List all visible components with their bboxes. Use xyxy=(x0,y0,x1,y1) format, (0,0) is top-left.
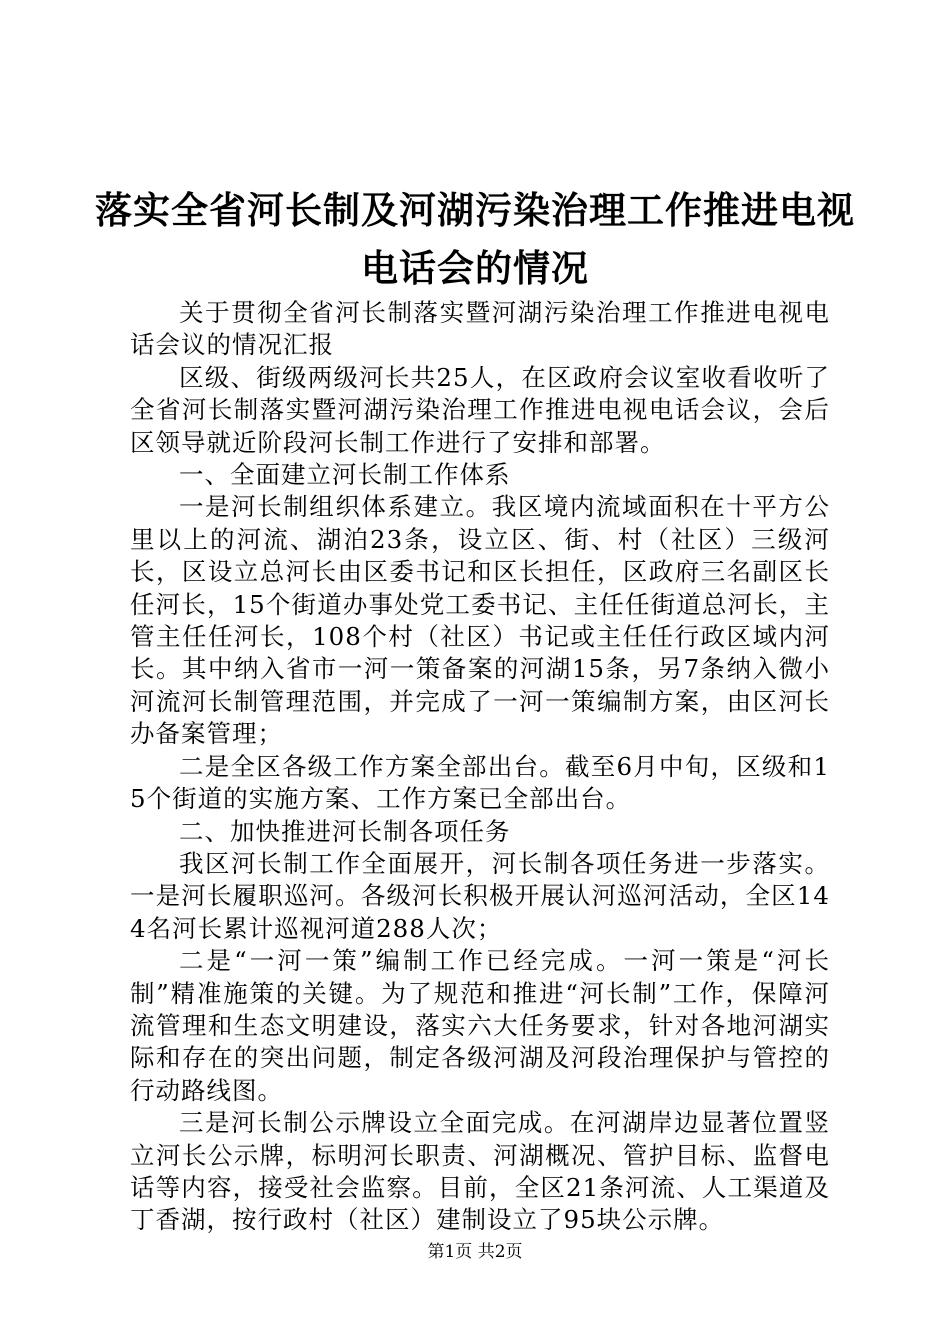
paragraph-meeting-summary: 区级、街级两级河长共25人，在区政府会议室收看收听了全省河长制落实暨河湖污染治理工作推进电视电话会议，会后区领导就近阶段河长制工作进行了安排和部署。 xyxy=(130,362,830,457)
document-title-line-1: 落实全省河长制及河湖污染治理工作推进电视 xyxy=(95,188,855,232)
document-title-line-2: 电话会的情况 xyxy=(361,246,589,290)
document-body xyxy=(130,297,830,1237)
section-heading-1: 一、全面建立河长制工作体系 xyxy=(179,460,511,490)
page-footer: 第1页 共2页 xyxy=(427,1242,523,1262)
paragraph-one-river-one-policy: 二是“一河一策”编制工作已经完成。一河一策是“河长制”精准施策的关键。为了规范和推进“河长制”工作，保障河流管理和生态文明建设，落实六大任务要求，针对各地河湖实际和存在的突出问题，制定各级河湖及河段治理保护与管控的行动路线图。 xyxy=(130,946,830,1105)
paragraph-work-plans: 二是全区各级工作方案全部出台。截至6月中旬，区级和15个街道的实施方案、工作方案已全部出台。 xyxy=(130,751,830,814)
paragraph-report-heading: 关于贯彻全省河长制落实暨河湖污染治理工作推进电视电话会议的情况汇报 xyxy=(130,298,830,360)
section-heading-2: 二、加快推进河长制各项任务 xyxy=(179,816,511,846)
paragraph-organization-system: 一是河长制组织体系建立。我区境内流域面积在十平方公里以上的河流、湖泊23条，设立区、街、村（社区）三级河长，区设立总河长由区委书记和区长担任，区政府三名副区长任河长，15个街道办事处党工委书记、主任任街道总河长，主管主任任河长，108个村（社区）书记或主任任行政区域内河长。其中纳入省市一河一策备案的河湖15条，另7条纳入微小河流河长制管理范围，并完成了一河一策编制方案，由区河长办备案管理； xyxy=(130,492,830,749)
paragraph-public-signboards: 三是河长制公示牌设立全面完成。在河湖岸边显著位置竖立河长公示牌，标明河长职责、河湖概况、管护目标、监督电话等内容，接受社会监察。目前，全区21条河流、人工渠道及丁香湖，按行政村（社区）建制设立了95块公示牌。 xyxy=(130,1108,830,1235)
paragraph-river-patrol: 我区河长制工作全面展开，河长制各项任务进一步落实。一是河长履职巡河。各级河长积极开展认河巡河活动，全区144名河长累计巡视河道288人次； xyxy=(130,848,830,943)
